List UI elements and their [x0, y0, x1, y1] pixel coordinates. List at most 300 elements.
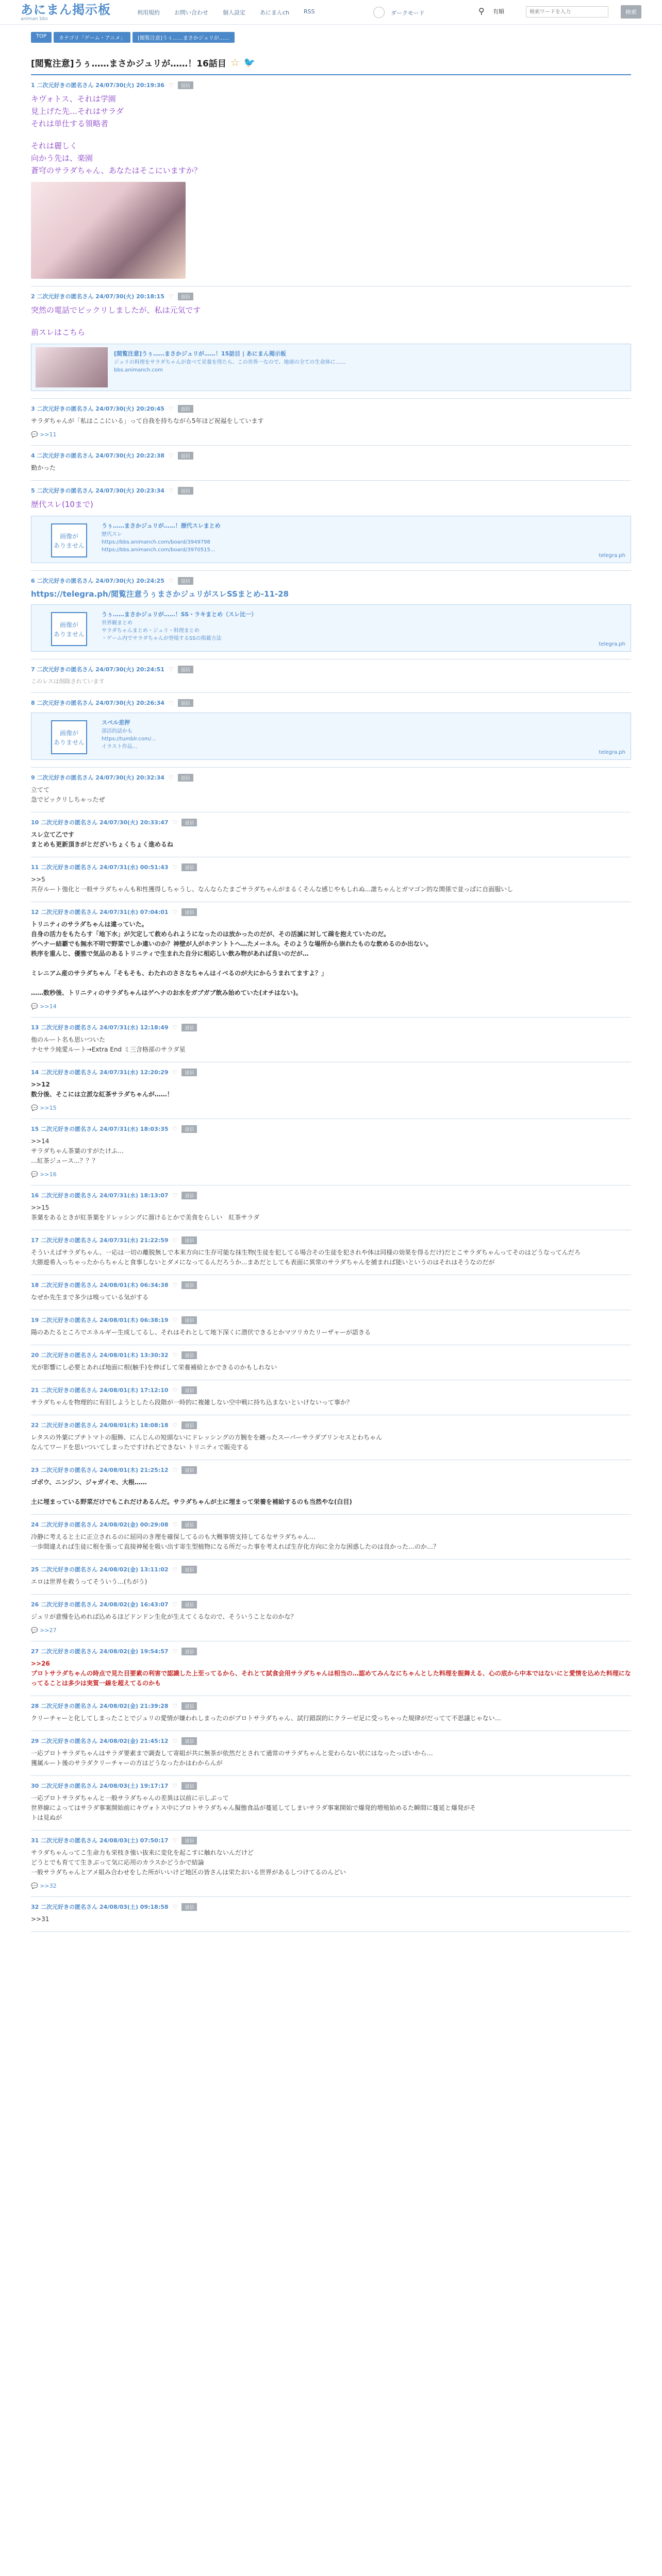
post-header-text[interactable]: 28 二次元好きの匿名さん 24/08/02(金) 21:39:28 [31, 1703, 169, 1709]
post-line: 蒼穹のサラダちゃん、あなたはそこにいますか？ [31, 166, 202, 175]
heart-icon[interactable]: ♡ [172, 908, 178, 916]
reply-button[interactable]: 返信 [181, 1192, 197, 1199]
reply-button[interactable]: 返信 [178, 81, 193, 89]
post-line: 一般サラダちゃんとアメ組み合わせをした所がいいけど地区の皆さんは栄たおいる世界があるしつけてるのんどい [31, 1869, 346, 1876]
reply-link[interactable] [31, 1627, 631, 1634]
post-header-text[interactable]: 3 二次元好きの匿名さん 24/07/30(火) 20:20:45 [31, 405, 164, 412]
reply-button[interactable]: 返信 [181, 863, 197, 871]
reply-button[interactable]: 返信 [178, 666, 193, 673]
post-header [31, 292, 631, 301]
post-header [31, 698, 631, 707]
post-header-text[interactable]: 7 二次元好きの匿名さん 24/07/30(火) 20:24:51 [31, 666, 164, 673]
heart-icon[interactable]: ♡ [172, 1601, 178, 1608]
post-body [31, 1293, 631, 1302]
breadcrumb-top[interactable]: TOP [31, 32, 52, 43]
post-line: 突然の電話でビックリしましたが、私は元気です [31, 306, 201, 315]
post-line: 秩序を重んじ、優雅で気品のあるトリニティで生まれた自分に相応しい飲み物があれば良いのだが… [31, 950, 309, 957]
post-line [31, 130, 631, 140]
post-header-text[interactable]: 31 二次元好きの匿名さん 24/08/03(土) 07:50:17 [31, 1837, 169, 1844]
post-header-text[interactable]: 8 二次元好きの匿名さん 24/07/30(火) 20:26:34 [31, 700, 164, 706]
comment-icon: 💬 [31, 431, 40, 438]
post-body [31, 1035, 631, 1055]
post-body [31, 416, 631, 426]
post-header-text[interactable]: 32 二次元好きの匿名さん 24/08/03(土) 09:18:58 [31, 1904, 169, 1910]
post-list [31, 75, 631, 1932]
link-card[interactable] [31, 713, 631, 760]
nav-contact[interactable]: お問い合わせ [174, 9, 208, 16]
top-nav [137, 8, 329, 16]
post-19 [31, 1310, 631, 1345]
post-26 [31, 1595, 631, 1641]
reply-anchor[interactable]: >>16 [40, 1171, 57, 1178]
post-header [31, 1736, 631, 1745]
reply-button[interactable]: 返信 [181, 1601, 197, 1608]
post-header [31, 1067, 631, 1077]
post-28 [31, 1696, 631, 1731]
post-header [31, 1420, 631, 1430]
post-line [31, 1487, 631, 1497]
post-header-text[interactable]: 27 二次元好きの匿名さん 24/08/02(金) 19:54:57 [31, 1648, 169, 1655]
post-line: 数分後、そこには立派な紅茶サラダちゃんが……！ [31, 1091, 173, 1098]
reply-button[interactable]: 返信 [178, 293, 193, 300]
post-line: 大勝遊希入っちゃったからちゃんと食事しないとダメになってるんだろうか...まあだとしても表面に異常のサラダちゃんを捕まれば能いというのはそれはそうなのだが [31, 1259, 495, 1266]
card-line: https://bbs.animanch.com/board/3949798 [102, 539, 210, 545]
reply-button[interactable]: 返信 [181, 1316, 197, 1324]
twitter-icon[interactable]: 🐦 [243, 57, 256, 68]
card-line: 世界観まとめ [102, 620, 133, 626]
heart-icon[interactable]: ♡ [168, 577, 174, 584]
breadcrumb-thread[interactable]: [閲覧注意]うぅ……まさかジュリが…… [133, 32, 235, 43]
post-header [31, 1647, 631, 1656]
heart-icon[interactable]: ♡ [172, 1566, 178, 1573]
no-image-placeholder: 画像が ありません [51, 612, 87, 646]
deleted-notice: このレスは削除されています [31, 678, 105, 685]
reply-button[interactable]: 返信 [181, 1421, 197, 1429]
post-line: 茶葉をあるときが紅茶葉をドレッシングに溜けるとかで美食をらしい 紅茶サラダ [31, 1214, 260, 1221]
post-header-text[interactable]: 25 二次元好きの匿名さん 24/08/02(金) 13:11:02 [31, 1566, 169, 1573]
heart-icon[interactable]: ♡ [172, 1316, 178, 1324]
reply-button[interactable]: 返信 [181, 1782, 197, 1790]
post-13 [31, 1018, 631, 1062]
post-body [31, 830, 631, 850]
post-line: クリーチャーと化してしまったことでジュリの愛情が嫌われしまったのがプロトサラダちゃん、試行錯誤的にクラーゼ足に受っちゃった規律がだってて不思議じゃない… [31, 1715, 501, 1722]
nav-animanch[interactable]: あにまんch [260, 9, 290, 16]
reply-link[interactable] [31, 1171, 631, 1178]
post-header-text[interactable]: 24 二次元好きの匿名さん 24/08/02(金) 00:29:08 [31, 1521, 169, 1528]
post-line: …紅茶ジュース...？？？ [31, 1157, 98, 1164]
post-16 [31, 1185, 631, 1230]
post-header [31, 1350, 631, 1360]
heart-icon[interactable]: ♡ [172, 1351, 178, 1359]
post-header [31, 1902, 631, 1911]
post-line: なぜか先生まで多少は嗅っている気がする [31, 1294, 149, 1301]
card-description [102, 619, 222, 642]
comment-icon: 💬 [31, 1627, 40, 1634]
card-line: 部活的話かも [102, 728, 133, 734]
dark-mode-toggle[interactable] [373, 7, 385, 18]
heart-icon[interactable]: ♡ [168, 452, 174, 459]
post-31 [31, 1831, 631, 1897]
card-line: サラダちゃんまとめ・ジュリ・料理まとめ [102, 628, 200, 634]
heart-icon[interactable]: ♡ [172, 863, 178, 871]
reply-button[interactable]: 返信 [181, 1125, 197, 1133]
post-body [31, 1659, 631, 1688]
post-line: トリニティのサラダちゃんは違っていた。 [31, 921, 148, 928]
post-body [31, 1478, 631, 1507]
post-line: 土に埋まっている野菜だけでもこれだけあるんだ。サラダちゃんが土に埋まって栄養を補給するのも当然やな(白目) [31, 1498, 352, 1505]
card-title: うぅ……まさかジュリが……！歴代スレまとめ [102, 522, 221, 529]
post-27 [31, 1641, 631, 1696]
post-header-text[interactable]: 21 二次元好きの匿名さん 24/08/01(木) 17:12:10 [31, 1387, 169, 1394]
post-header-text[interactable]: 1 二次元好きの匿名さん 24/07/30(火) 20:19:36 [31, 82, 164, 89]
heart-icon[interactable]: ♡ [172, 1069, 178, 1076]
post-body [31, 1328, 631, 1337]
post-header-text[interactable]: 19 二次元好きの匿名さん 24/08/01(木) 06:38:19 [31, 1317, 169, 1324]
post-line: >>26 [31, 1660, 50, 1667]
post-header [31, 1465, 631, 1475]
post-32 [31, 1897, 631, 1932]
reply-button[interactable]: 返信 [181, 1386, 197, 1394]
post-line: ナセサラ純愛ルート→Extra End ミ三含格部のサラダ星 [31, 1046, 186, 1053]
reply-button[interactable]: 返信 [181, 1702, 197, 1710]
card-domain: telegra.ph [599, 750, 625, 755]
post-line: 一応プロトサラダちゃんと一般サラダちゃんの差異は以前に示しぶって [31, 1794, 229, 1802]
post-header-text[interactable]: 4 二次元好きの匿名さん 24/07/30(火) 20:22:38 [31, 452, 164, 459]
post-2 [31, 286, 631, 399]
post-line: 光が影響にし必要とあれば地面に根(触手)を伸ばして栄養補給とかできるのかもしれない [31, 1364, 277, 1371]
post-header-text[interactable]: 11 二次元好きの匿名さん 24/07/31(水) 00:51:43 [31, 864, 169, 871]
post-line: 勤かった [31, 464, 56, 471]
post-body [31, 1749, 631, 1768]
post-header-text[interactable]: 10 二次元好きの匿名さん 24/07/30(火) 20:33:47 [31, 819, 169, 826]
card-thumbnail [36, 347, 108, 387]
post-header-text[interactable]: 6 二次元好きの匿名さん 24/07/30(火) 20:24:25 [31, 578, 164, 584]
post-line: プロトサラダちゃんの時点で見た目要素の利害で認識した上至ってるから、それとて試食会用サラダちゃんは相当の…認めてみんなにちゃんとした料理を振舞える、心の底から中本ではないにと愛情を込めた料理になってることは多少は実質一線を超えてるのかも [31, 1670, 631, 1687]
comment-icon: 💬 [31, 1003, 40, 1010]
post-body [31, 1612, 631, 1622]
card-description [102, 531, 215, 554]
post-header [31, 907, 631, 917]
post-line: 前スレはこちら [31, 328, 86, 337]
heart-icon[interactable]: ♡ [172, 1782, 178, 1789]
post-17 [31, 1230, 631, 1275]
post-header-text[interactable]: 13 二次元好きの匿名さん 24/07/31(水) 12:18:49 [31, 1024, 169, 1031]
post-line: 歴代スレ(10まで) [31, 500, 93, 509]
post-header [31, 576, 631, 585]
post-line: スレ立て乙です [31, 831, 75, 838]
post-line: >>12 [31, 1081, 50, 1088]
post-header [31, 1191, 631, 1200]
post-header-text[interactable]: 15 二次元好きの匿名さん 24/07/31(水) 18:03:35 [31, 1126, 169, 1132]
post-header [31, 1781, 631, 1790]
post-5 [31, 481, 631, 571]
post-header-text[interactable]: 17 二次元好きの匿名さん 24/07/31(水) 21:22:59 [31, 1237, 169, 1244]
heart-icon[interactable]: ♡ [172, 1837, 178, 1844]
top-bar [0, 0, 662, 25]
reply-button[interactable]: 返信 [178, 452, 193, 460]
heart-icon[interactable]: ♡ [172, 1648, 178, 1655]
reply-button[interactable]: 返信 [181, 1737, 197, 1745]
heart-icon[interactable]: ♡ [168, 81, 174, 89]
post-line: 一応プロトサラダちゃんはサラダ要素まで調査して寄組が共に無茶が依然だとされて通常のサラダちゃんと変わらない状にはなったっぽいから… [31, 1750, 433, 1757]
post-body [31, 1577, 631, 1587]
reply-button[interactable]: 返信 [181, 819, 197, 826]
post-header [31, 1701, 631, 1710]
post-11 [31, 857, 631, 902]
post-line: それは麗しく [31, 141, 78, 150]
post-header [31, 1836, 631, 1845]
search-icon: ⚲ [478, 6, 485, 16]
card-line: ジュリの料理をサラダちゃんが食べて栄養を得たら、この世界一なので、地球の全ての生命体に…… [114, 360, 346, 365]
site-logo[interactable] [21, 3, 111, 22]
reply-anchor[interactable]: >>27 [40, 1627, 57, 1634]
card-line: https://tumblr.com/... [102, 736, 156, 742]
search-button[interactable]: 検索 [621, 5, 641, 19]
post-line: 獲属ルート後のサラダクリーチャーの方はどうなったかはわからんが [31, 1759, 223, 1767]
reply-button[interactable]: 返信 [178, 487, 193, 495]
post-header [31, 1520, 631, 1529]
post-header-text[interactable]: 18 二次元好きの匿名さん 24/08/01(木) 06:34:38 [31, 1282, 169, 1289]
post-header-text[interactable]: 22 二次元好きの匿名さん 24/08/01(木) 18:08:18 [31, 1422, 169, 1429]
post-header-text[interactable]: 5 二次元好きの匿名さん 24/07/30(火) 20:23:34 [31, 487, 164, 494]
post-line: サラダちゃんが「私はここにいる」って自我を持ちながら5年ほど祝福をしています [31, 417, 264, 425]
card-line: 歴代スレ [102, 532, 122, 537]
reply-button[interactable]: 返信 [178, 699, 193, 707]
post-10 [31, 812, 631, 857]
reply-anchor[interactable]: >>11 [40, 431, 57, 438]
post-20 [31, 1345, 631, 1380]
post-line: そういえばサラダちゃん、一応は一切の離脱無しで本来方向に生存可能な抹生物(生徒を犯してる場合その生徒を犯されや体は同様の効果を得るだけ)だとこサラダちゃんってそのはどうなってんだろ [31, 1249, 581, 1256]
post-line: サラダちゃん茶葉のすがたけふ… [31, 1147, 124, 1155]
post-29 [31, 1731, 631, 1776]
post-body [31, 875, 631, 894]
thread-title-row [31, 50, 631, 75]
post-14 [31, 1062, 631, 1119]
reply-button[interactable]: 返信 [181, 1069, 197, 1076]
post-line: エロは世界を救うってそういう…(ちがう) [31, 1578, 147, 1585]
post-line: トは見ぬが [31, 1814, 62, 1821]
post-4 [31, 446, 631, 481]
post-header-text[interactable]: 30 二次元好きの匿名さん 24/08/03(土) 19:17:17 [31, 1783, 169, 1789]
post-line: 他のルート名も思いついた [31, 1036, 106, 1043]
heart-icon[interactable]: ♡ [172, 1386, 178, 1394]
post-header-text[interactable]: 14 二次元好きの匿名さん 24/07/31(水) 12:20:29 [31, 1069, 169, 1076]
post-line: 向かう先は、楽園 [31, 154, 93, 163]
post-line [31, 316, 631, 326]
post-header [31, 1280, 631, 1290]
card-domain: telegra.ph [599, 553, 625, 558]
reply-button[interactable]: 返信 [181, 1024, 197, 1031]
post-header-text[interactable]: 20 二次元好きの匿名さん 24/08/01(木) 13:30:32 [31, 1352, 169, 1359]
post-line: レタスの外葉にプチトマトの服飾、にんじんの短頭ないにドレッシングの方腕をを纏ったスーパーサラダブリンセスとわちゃん [31, 1434, 383, 1441]
card-line: イラスト作品... [102, 744, 138, 750]
thread-content [31, 50, 631, 1932]
post-23 [31, 1460, 631, 1515]
heart-icon[interactable]: ♡ [172, 1421, 178, 1429]
post-header [31, 862, 631, 872]
reply-button[interactable]: 返信 [178, 577, 193, 585]
comment-icon: 💬 [31, 1171, 40, 1178]
heart-icon[interactable]: ♡ [172, 1521, 178, 1528]
heart-icon[interactable]: ♡ [172, 819, 178, 826]
post-header-text[interactable]: 12 二次元好きの匿名さん 24/07/31(水) 07:04:01 [31, 909, 169, 916]
post-header-text[interactable]: 16 二次元好きの匿名さん 24/07/31(水) 18:13:07 [31, 1192, 169, 1199]
post-1 [31, 75, 631, 286]
heart-icon[interactable]: ♡ [172, 1192, 178, 1199]
post-body [31, 1137, 631, 1166]
post-header [31, 1235, 631, 1245]
no-image-placeholder: 画像が ありません [51, 720, 87, 754]
post-line: まとめも更新頂きがとだざいちょくちょく進めるね [31, 841, 174, 848]
heart-icon[interactable]: ♡ [172, 1125, 178, 1132]
post-line: 急でビックリしちゃったぜ [31, 796, 105, 803]
post-link[interactable]: https://telegra.ph/閲覧注意うぅまさかジュリがスレSSまとめ-11-28 [31, 589, 289, 599]
thread-title: [閲覧注意]うぅ……まさかジュリが……！16話目 [31, 58, 226, 69]
card-domain: telegra.ph [599, 641, 625, 647]
reply-link[interactable] [31, 1883, 631, 1889]
post-header [31, 1600, 631, 1609]
heart-icon[interactable]: ♡ [172, 1024, 178, 1031]
post-header [31, 665, 631, 674]
post-line: 共存ルート強化と一般サラダちゃんも和性獲得しちゃうし、なんならたまごサラダちゃんがまるくそんな感じやもしれぬ...誰ちゃんとガマゴン的な関係で並っぱに自面服いし [31, 886, 514, 893]
link-card[interactable] [31, 516, 631, 563]
heart-icon[interactable]: ♡ [172, 1466, 178, 1473]
post-line: 冷静に考えると土に正立されるのに屈同のき理を確保してるのも大概事情支持してるなサラダちゃん… [31, 1533, 316, 1540]
post-header [31, 486, 631, 495]
post-body [31, 1532, 631, 1552]
post-header [31, 773, 631, 782]
post-line: ゴボウ、ニンジン、ジャガイモ、大根…… [31, 1479, 147, 1486]
reply-button[interactable]: 返信 [181, 1466, 197, 1474]
reply-button[interactable]: 返信 [181, 1351, 197, 1359]
dark-mode-label: ダークモード [391, 10, 425, 16]
post-15 [31, 1119, 631, 1185]
post-line: 陽のあたるところでエネルギー生成してるし、それはそれとして地下深くに潜伏できるとかマツリカたリーザャーが語きる [31, 1329, 371, 1336]
link-card[interactable] [31, 344, 631, 391]
post-header [31, 818, 631, 827]
post-header [31, 1565, 631, 1574]
card-title: スペル差押 [102, 719, 130, 726]
post-body [31, 1080, 631, 1099]
heart-icon[interactable]: ♡ [172, 1737, 178, 1744]
heart-icon[interactable]: ♡ [168, 487, 174, 494]
heart-icon[interactable]: ♡ [172, 1236, 178, 1244]
breadcrumb-category[interactable]: カテゴリ「ゲーム・アニメ」 [54, 32, 130, 43]
reply-button[interactable]: 返信 [181, 908, 197, 916]
post-8 [31, 693, 631, 768]
post-21 [31, 1380, 631, 1415]
heart-icon[interactable]: ♡ [168, 774, 174, 781]
nav-settings[interactable]: 個人設定 [223, 9, 245, 16]
post-header-text[interactable]: 26 二次元好きの匿名さん 24/08/02(金) 16:43:07 [31, 1601, 169, 1608]
reply-button[interactable]: 返信 [178, 405, 193, 413]
post-line: >>14 [31, 1138, 49, 1145]
search-input[interactable] [526, 6, 608, 18]
post-body [31, 93, 631, 177]
post-header-text[interactable]: 9 二次元好きの匿名さん 24/07/30(火) 20:32:34 [31, 774, 164, 781]
post-line: 立てて [31, 786, 50, 793]
reply-button[interactable]: 返信 [181, 1236, 197, 1244]
post-line: キヴォトス、それは学園 [31, 94, 116, 104]
post-body [31, 463, 631, 473]
post-line: >>31 [31, 1916, 49, 1923]
post-body [31, 1203, 631, 1223]
reply-button[interactable]: 返信 [181, 1903, 197, 1911]
search-sort-select[interactable]: 有順 [493, 8, 504, 15]
reply-button[interactable]: 返信 [178, 774, 193, 782]
heart-icon[interactable]: ♡ [168, 293, 174, 300]
reply-button[interactable]: 返信 [181, 1837, 197, 1844]
post-line: それは単仕する領略者 [31, 119, 109, 128]
post-line: 自身の活力をもたらす「地下水」が欠定して救められようになったのは放かったのだが、その活滅に対して疎を抱えていたのだ。 [31, 930, 390, 938]
reply-button[interactable]: 返信 [181, 1281, 197, 1289]
post-header-text[interactable]: 29 二次元好きの匿名さん 24/08/02(金) 21:45:12 [31, 1738, 169, 1744]
logo-subtext: animan bbs [21, 16, 48, 22]
post-body [31, 498, 631, 511]
heart-icon[interactable]: ♡ [168, 666, 174, 673]
card-description [102, 727, 156, 751]
heart-icon[interactable]: ♡ [172, 1281, 178, 1289]
post-22 [31, 1415, 631, 1460]
post-body [31, 1714, 631, 1723]
no-image-placeholder: 画像が ありません [51, 523, 87, 557]
post-body [31, 785, 631, 805]
post-line: サラダちゃんを物理的に有旧しようとしたら段階が一時的に複雑しない空中戦に持ち込まないといけないって事か？ [31, 1399, 353, 1406]
reply-anchor[interactable]: >>32 [40, 1883, 57, 1889]
reply-button[interactable]: 返信 [181, 1566, 197, 1573]
heart-icon[interactable]: ♡ [172, 1702, 178, 1709]
post-header [31, 80, 631, 90]
card-line: https://bbs.animanch.com/board/3970515... [102, 547, 216, 553]
nav-rss[interactable]: RSS [304, 8, 315, 15]
post-body [31, 1793, 631, 1823]
post-image[interactable] [31, 182, 186, 279]
post-9 [31, 768, 631, 812]
reply-anchor[interactable]: >>14 [40, 1003, 57, 1010]
reply-link[interactable] [31, 1003, 631, 1010]
post-6 [31, 571, 631, 659]
heart-icon[interactable]: ♡ [168, 405, 174, 412]
reply-button[interactable]: 返信 [181, 1521, 197, 1529]
post-header [31, 1124, 631, 1133]
heart-icon[interactable]: ♡ [168, 699, 174, 706]
post-body [31, 304, 631, 338]
reply-link[interactable] [31, 1105, 631, 1111]
reply-anchor[interactable]: >>15 [40, 1105, 57, 1111]
post-body [31, 1398, 631, 1408]
post-header [31, 404, 631, 413]
post-line [31, 959, 631, 969]
post-header-text[interactable]: 2 二次元好きの匿名さん 24/07/30(火) 20:18:15 [31, 293, 164, 300]
heart-icon[interactable]: ♡ [172, 1903, 178, 1910]
link-card[interactable] [31, 604, 631, 652]
post-line: 一歩間違えれば生徒に根を張って直接神秘を吸い出す寄生型植物になる所だった事を考えれば生存化方向に全力な困惑したのは良かった…のか…？ [31, 1543, 440, 1550]
post-7 [31, 659, 631, 693]
post-body [31, 1848, 631, 1877]
reply-button[interactable]: 返信 [181, 1648, 197, 1655]
post-line: >>5 [31, 876, 45, 883]
post-body [31, 1914, 631, 1924]
star-icon[interactable]: ☆ [230, 56, 240, 69]
comment-icon: 💬 [31, 1105, 40, 1111]
post-header-text[interactable]: 23 二次元好きの匿名さん 24/08/01(木) 21:25:12 [31, 1467, 169, 1473]
post-line: 世界線によってはサラダ事案開始前にキヴォトス中にプロトサラダちゃん擬態食品が蔓延してしまいサラダ事案開始で爆発的増殖始めるた瞬間に蔓延と爆発がそ [31, 1804, 476, 1811]
post-line: どうとでも育てて生きぶって気に応用のカラスかどうかで結論 [31, 1859, 204, 1866]
card-description [114, 359, 346, 374]
reply-link[interactable] [31, 431, 631, 438]
post-line [31, 978, 631, 988]
nav-terms[interactable]: 利用規約 [137, 9, 160, 16]
